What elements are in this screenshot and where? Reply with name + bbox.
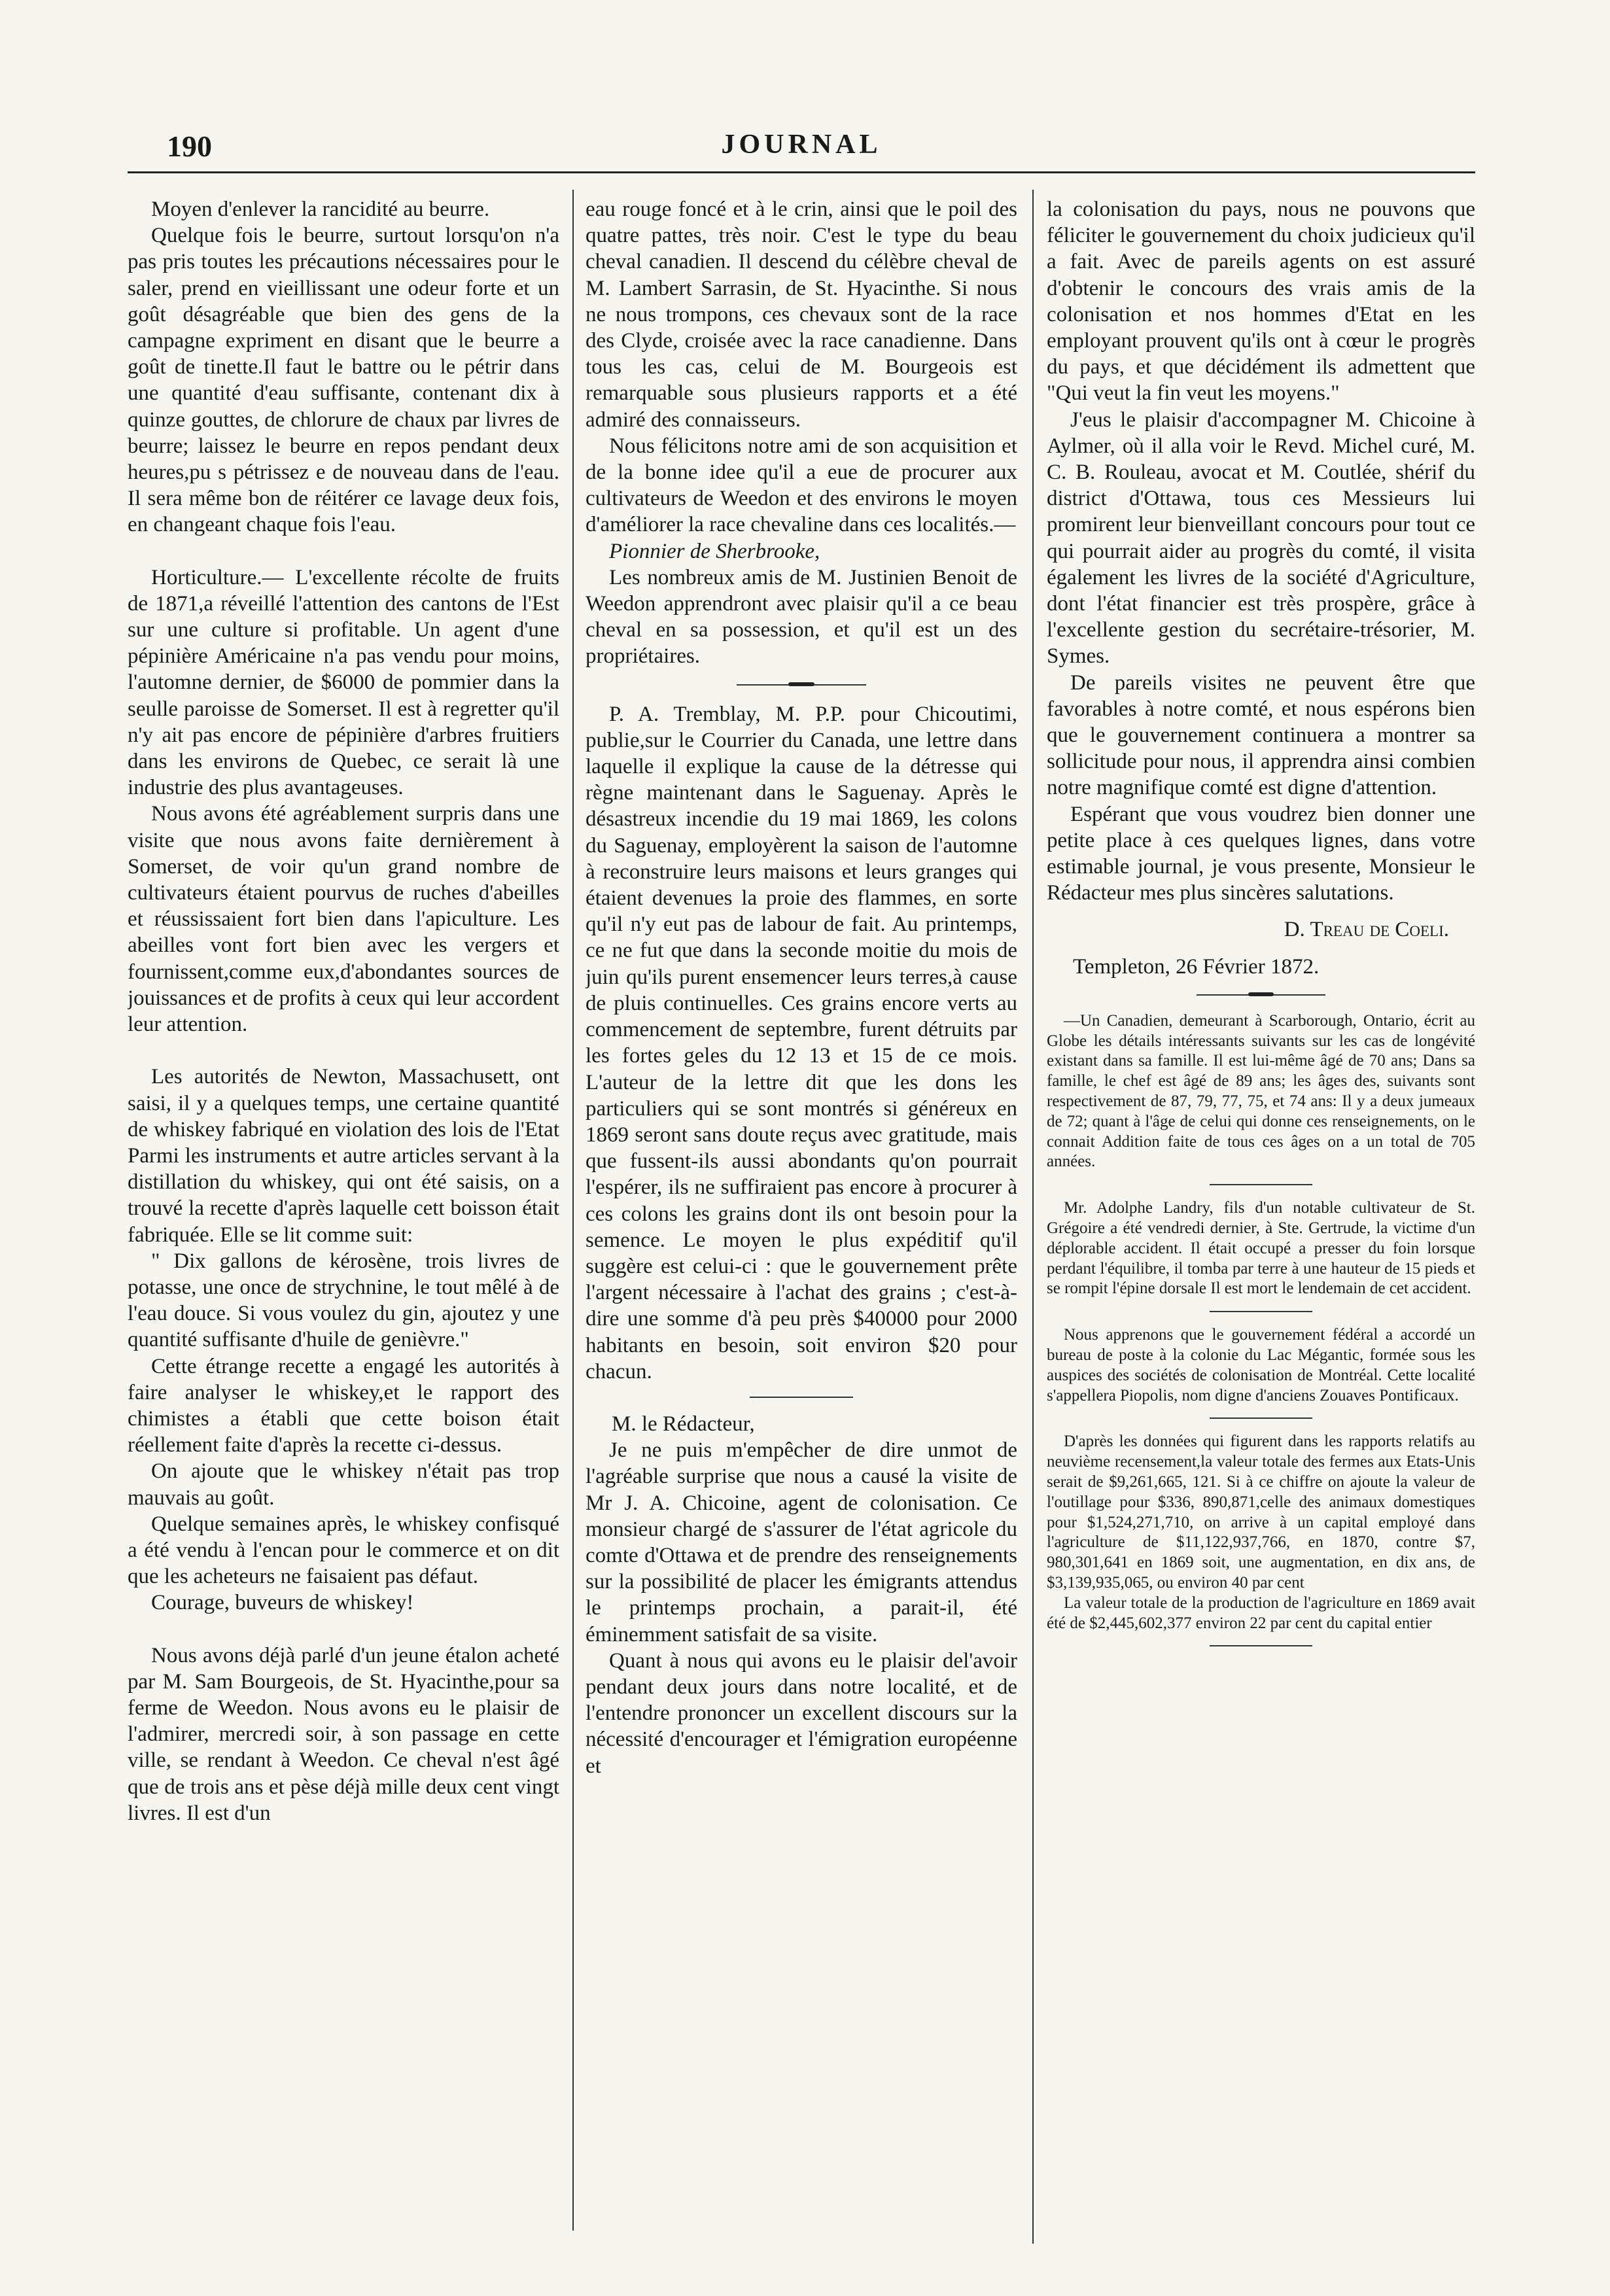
news-brief: —Un Canadien, demeurant à Scarborough, Ontario, écrit au Globe les détails intéressants suivants sur les cas de longévité existant dans sa famille. Il est lui-même âgé de 70 ans; Dans sa famille, le chef est âgé de 89 ans; les âges des, suivants sont respectivement de 87, 79, 77, 75, et 74 ans: Il y a deux jumeaux de 72; quant à l'âge de celui qui donne ces renseignements, on le connait Addition faite de tous ces âges on a un total de 705 années. bbox=[1047, 1011, 1475, 1171]
article-paragraph: Cette étrange recette a engagé les autorités à faire analyser le whiskey,et le rapport des chimistes a établi que cette boison était réellement faite d'après la recette ci-dessus. bbox=[128, 1354, 559, 1457]
article-paragraph: Quelque fois le beurre, surtout lorsqu'on n'a pas pris toutes les précautions nécessaires pour le saler, prend en vieillissant une odeur forte et un goût désagréable que bien des gens de la campagne expriment en disant que le beurre a goût de tinette.Il faut le battre ou le pétrir dans une quantité d'eau suffisante, contenant dix à quinze gouttes, de chlorure de chaux par livres de beurre; laissez le beurre en repos pendant deux heures,pu s pétrissez e de nouveau dans de l'eau. Il sera même bon de réitérer ce lavage deux fois, en changeant chaque fois l'eau. bbox=[128, 224, 559, 537]
quoted-recipe: " Dix gallons de kérosène, trois livres de potasse, une once de strychnine, le tout mêlé à de l'eau douce. Si vous voulez du gin, ajoutez y une quantité suffisante d'huile de genièvre." bbox=[128, 1249, 559, 1352]
article-paragraph: Horticulture.— L'excellente récolte de fruits de 1871,a réveillé l'attention des cantons de l'Est sur une culture si profitable. Un agent d'une pépinière Américaine n'a pas vendu pour moins, l'automne dernier, de $6000 de pommier dans la seulle paroisse de Somerset. Il est à regretter qu'il n'y ait pas encore de pépinière d'arbres fruitiers dans les environs de Quebec, ce serait là une industrie des plus avantageuses. bbox=[128, 565, 559, 800]
letter-paragraph: la colonisation du pays, nous ne pouvons que féliciter le gouvernement du choix judicieux qu'il a fait. Avec de pareils agents on est assuré d'obtenir le concours des vrais amis de la colonisation et nos hommes d'Etat en les employant prouvent qu'ils ont à cœur le progrès du pays, et que décidément ils admettent que "Qui veut la fin veut les moyens." bbox=[1047, 198, 1475, 406]
article-paragraph: On ajoute que le whiskey n'était pas trop mauvais au goût. bbox=[128, 1459, 559, 1510]
letter-signature: D. Treau de Coeli. bbox=[1284, 918, 1449, 942]
news-brief: Nous apprenons que le gouvernement fédéral a accordé un bureau de poste à la colonie du Lac Mégantic, formée sous les auspices des sociétés de colonisation de Montréal. Cette localité s'appellera Piopolis, nom digne d'anciens Zouaves Pontificaux. bbox=[1047, 1326, 1475, 1404]
article-paragraph: eau rouge foncé et à le crin, ainsi que le poil des quatre pattes, très noir. C'est le type du beau cheval canadien. Il descend du célèbre cheval de M. Lambert Sarrasin, de St. Hyacinthe. Si nous ne nous trompons, ces chevaux sont de la race des Clyde, croisée avec la race canadienne. Dans tous les cas, celui de M. Bourgeois est remarquable sous plusieurs rapports et a été admiré des connaisseurs. bbox=[586, 198, 1017, 432]
column-rule bbox=[572, 190, 574, 2231]
letter-salutation: M. le Rédacteur, bbox=[612, 1412, 755, 1436]
news-brief: D'après les données qui figurent dans les rapports relatifs au neuvième recensement,la valeur totale des fermes aux Etats-Unis serait de $9,261,665, 121. Si à ce chiffre on ajoute la valeur de l'outillage pour $336, 890,871,celle des animaux domestiques pour $1,524,271,710, on arrive à un capital employé dans l'agriculture de $11,122,937,766, en 1870, contre $7, 980,301,641 en 1869 soit, une augmentation, en dix ans, de $3,139,935,065, ou environ 40 par cent bbox=[1047, 1433, 1475, 1592]
letter-paragraph: J'eus le plaisir d'accompagner M. Chicoine à Aylmer, où il alla voir le Revd. Michel curé, M. C. B. Rouleau, avocat et M. Coutlée, shérif du district d'Ottawa, tous ces Messieurs lui promirent leur bienveillant concours pour tout ce qui pourrait aider au progrès du comté, il visita également les livres de la société d'Agriculture, dont l'état financier est très prospère, grâce à l'excellente gestion du secrétaire-trésorier, M. Symes. bbox=[1047, 408, 1475, 669]
column-2 bbox=[586, 196, 1017, 2237]
column-rule bbox=[1032, 190, 1034, 2244]
section-separator bbox=[1047, 1406, 1475, 1432]
article-paragraph: P. A. Tremblay, M. P.P. pour Chicoutimi, publie,sur le Courrier du Canada, une lettre dans laquelle il explique la cause de la détresse qui règne maintenant dans le Saguenay. Après le désastreux incendie du 19 mai 1869, les colons du Saguenay, employèrent la saison de l'automne à reconstruire leurs maisons et leurs granges qui étaient devenues la proie des flammes, en sorte qu'il n'y eut pas de labour de fait. Au printemps, ce ne fut que dans la seconde moitie du mois de juin qu'ils purent ensemencer leurs terres,à cause de pluis continuelles. Ces grains encore verts au commencement de septembre, furent détruits par les fortes geles du 12 13 et 15 de ce mois. L'auteur de la lettre dit que les dons les particuliers qui se sont montrés si généreux en 1869 seront sans doute reçus avec gratitude, mais que fussent-ils aussi abondants qu'on pourrait l'espérer, ils ne suffiraient pas encore à procurer à ces colons les grains dont ils ont besoin pour la semence. Le moyen le plus expéditif qu'il suggère est celui-ci : que le gouvernement prête l'argent nécessaire à l'achat des grains ; c'est-à-dire une somme d'à peu près $40000 pour 2000 habitants en besoin, soit environ $20 pour chacun. bbox=[586, 702, 1017, 1383]
section-separator bbox=[1047, 1633, 1475, 1660]
article-heading: Moyen d'enlever la rancidité au beurre. bbox=[151, 198, 490, 221]
section-separator bbox=[1047, 1299, 1475, 1325]
letter-paragraph: De pareils visites ne peuvent être que favorables à notre comté, et nous espérons bien que le gouvernement continuera a montrer sa sollicitude pour nous, il apprendra ainsi combien notre magnifique comté est digne d'attention. bbox=[1047, 670, 1475, 800]
news-brief: Mr. Adolphe Landry, fils d'un notable cultivateur de St. Grégoire a été vendredi dernier, à Ste. Gertrude, la victime d'un déplorable accident. Il était occupé a presser du foin lorsque perdant l'équilibre, il tomba par terre à une hauteur de 15 pieds et se rompit l'épine dorsale Il est mort le lendemain de cet accident. bbox=[1047, 1199, 1475, 1298]
letter-paragraph: Quant à nous qui avons eu le plaisir del'avoir pendant deux jours dans notre localité, et de l'entendre prononcer un excellent discours sur la nécessité d'encourager et l'émigration européenne et bbox=[586, 1648, 1017, 1778]
letter-paragraph: Espérant que vous voudrez bien donner une petite place à ces quelques lignes, dans votre estimable journal, je vous presente, Monsieur le Rédacteur mes plus sincères salutations. bbox=[1047, 802, 1475, 905]
column-3 bbox=[1047, 196, 1475, 2237]
letter-paragraph: Je ne puis m'empêcher de dire unmot de l'agréable surprise que nous a causé la visite de Mr J. A. Chicoine, agent de colonisation. Ce monsieur chargé de s'assurer de l'état agricole du comte d'Ottawa et de prendre des renseignements sur la possibilité de placer les émigrants attendus le printemps prochain, a parait-il, été éminemment satisfait de sa visite. bbox=[586, 1438, 1017, 1646]
article-paragraph: Nous avons été agréablement surpris dans une visite que nous avons faite dernièrement à Somerset, de voir qu'un grand nombre de cultivateurs étaient pourvus de ruches d'abeilles et réussissaient fort bien dans l'apiculture. Les abeilles vont fort bien avec les vergers et fournissent,comme eux,d'abondantes sources de jouissances et de profits à ceux qui leur accordent leur attention. bbox=[128, 802, 559, 1037]
news-briefs bbox=[1047, 1011, 1475, 1660]
section-ornament bbox=[1047, 980, 1475, 1011]
article-paragraph: Les autorités de Newton, Massachusett, ont saisi, il y a quelques temps, une certaine quantité de whiskey fabriqué en violation des lois de l'Etat Parmi les instruments et autre articles servant à la distillation du whiskey, qui ont été saisis, on a trouvé la recette d'après laquelle cett boisson était fabriquée. Elle se lit comme suit: bbox=[128, 1065, 559, 1247]
news-brief: La valeur totale de la production de l'agriculture en 1869 avait été de $2,445,602,377 environ 22 par cent du capital entier bbox=[1047, 1593, 1475, 1632]
page-number: 190 bbox=[167, 130, 212, 163]
column-1 bbox=[128, 196, 559, 2237]
article-paragraph: Courage, buveurs de whiskey! bbox=[151, 1591, 414, 1615]
article-paragraph: Quelque semaines après, le whiskey confisqué a été vendu à l'encan pour le commerce et on dit que les acheteurs ne faisaient pas défaut. bbox=[128, 1512, 559, 1589]
letter-dateline: Templeton, 26 Février 1872. bbox=[1073, 954, 1320, 979]
article-source: Pionnier de Sherbrooke, bbox=[609, 539, 820, 563]
header-rule bbox=[128, 171, 1475, 173]
section-separator bbox=[1047, 1172, 1475, 1198]
section-separator bbox=[586, 1385, 1017, 1411]
article-paragraph: Les nombreux amis de M. Justinien Benoit de Weedon apprendront avec plaisir qu'il a ce beau cheval en sa possession, et qu'il est un des propriétaires. bbox=[586, 565, 1017, 669]
article-paragraph: Nous avons déjà parlé d'un jeune étalon acheté par M. Sam Bourgeois, de St. Hyacinthe,pour sa ferme de Weedon. Nous avons eu le plaisir de l'admirer, mercredi soir, à son passage en cette ville, se rendant à Weedon. Ce cheval n'est âgé que de trois ans et pèse déjà mille deux cent vingt livres. Il est d'un bbox=[128, 1643, 559, 1825]
article-paragraph: Nous félicitons notre ami de son acquisition et de la bonne idee qu'il a eue de procurer aux cultivateurs de Weedon et des environs le moyen d'améliorer la race chevaline dans ces localités.— bbox=[586, 434, 1017, 537]
section-ornament bbox=[586, 670, 1017, 701]
page-header bbox=[128, 121, 1475, 167]
running-head-title: JOURNAL bbox=[721, 130, 882, 160]
